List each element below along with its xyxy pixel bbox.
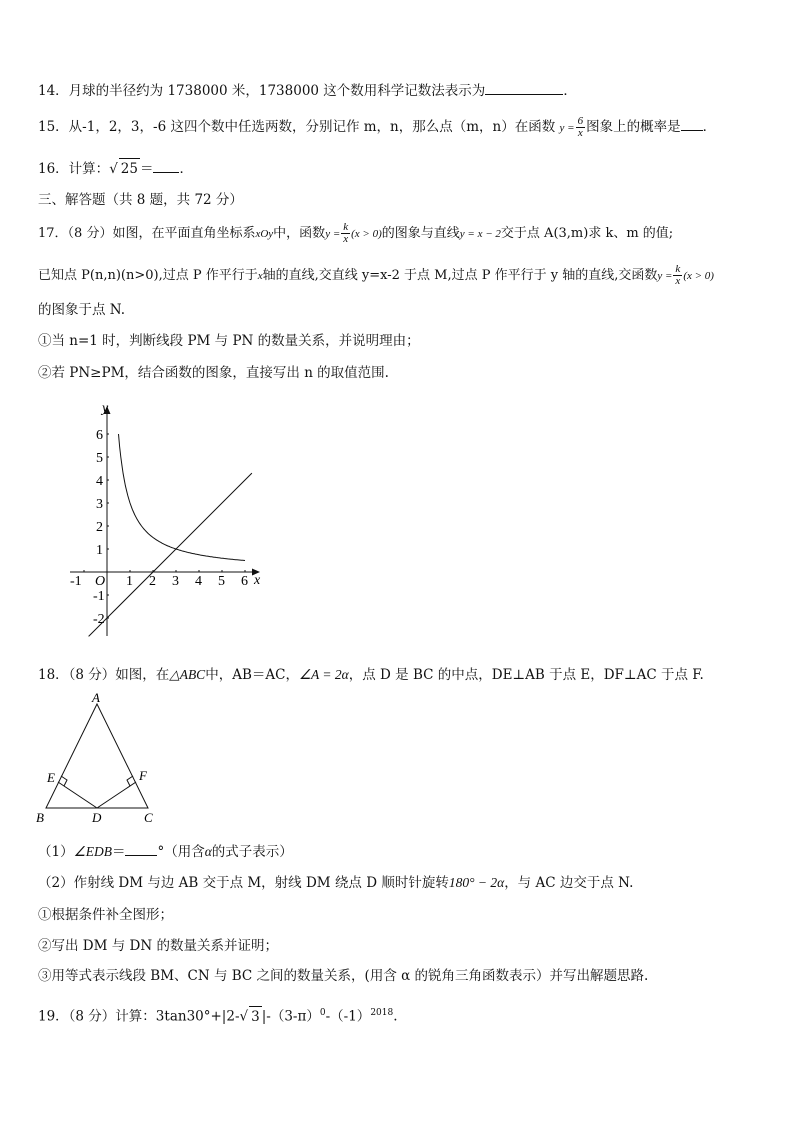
x-tick-label: -1 [70, 574, 82, 589]
question-17-part-2: ②若 PN≥PM，结合函数的图象，直接写出 n 的取值范围. [38, 365, 389, 381]
label-e: E [47, 770, 55, 785]
label-a: A [92, 690, 100, 705]
answer-blank [153, 160, 179, 173]
fraction: $\frac{k}{x}$ [675, 263, 681, 287]
x-tick-label: 1 [126, 574, 133, 589]
label-c: C [144, 810, 153, 825]
question-15: 15．从-1，2，3，-6 这四个数中任选两数，分别记作 m，n，那么点（m，n）在函数 y = $\frac{6}{x}$ 图象上的概率是 ． [38, 115, 717, 139]
question-14: 14．月球的半径约为 1738000 米，1738000 这个数用科学记数法表示为 ． [38, 83, 577, 99]
question-18-part-1: （1）∠EDB＝ °（用含α的式子表示） [38, 844, 293, 860]
straight-line [89, 473, 252, 636]
y-tick-label: 1 [96, 543, 103, 558]
triangle-abc [46, 704, 148, 808]
question-17-part-1: ①当 n=1 时，判断线段 PM 与 PN 的数量关系，并说明理由； [38, 333, 420, 349]
label-f: F [139, 768, 147, 783]
question-18-item-1: ①根据条件补全图形； [38, 907, 173, 923]
hyperbola-curve [119, 434, 246, 561]
answer-blank [485, 82, 563, 95]
y-tick-label: -2 [93, 612, 105, 627]
label-d: D [92, 810, 102, 825]
y-tick-label: 5 [96, 451, 103, 466]
x-tick-label: 6 [241, 574, 248, 589]
x-tick-label: 5 [218, 574, 225, 589]
question-18-part-2: （2）作射线 DM 与边 AB 交于点 M，射线 DM 绕点 D 顺时针旋转180° − 2α，与 AC 边交于点 N. [38, 875, 634, 891]
y-axis-label: y [102, 401, 109, 416]
sqrt-sign: √ [239, 1008, 249, 1025]
question-17-line-3: 的图象于点 N. [38, 302, 126, 318]
y-tick-label: 4 [96, 474, 103, 489]
x-tick-label: 2 [149, 574, 156, 589]
question-18-item-2: ②写出 DM 与 DN 的数量关系并证明； [38, 938, 278, 954]
y-tick-label: 2 [96, 520, 103, 535]
y-tick-label: 6 [96, 428, 103, 443]
label-b: B [36, 810, 44, 825]
fraction: $\frac{k}{x}$ [343, 221, 349, 245]
y-tick-label: 3 [96, 497, 103, 512]
x-axis-label: x [254, 573, 261, 588]
question-16: 16．计算：√ 25 ＝ ． [38, 158, 193, 179]
question-18-line-1: 18．（8 分）如图，在△ABC中，AB＝AC，∠A = 2α，点 D 是 BC 的中点，DE⊥AB 于点 E，DF⊥AC 于点 F. [38, 667, 704, 683]
section-heading: 三、解答题（共 8 题，共 72 分） [38, 192, 243, 208]
question-17-line-1: 17．（8 分）如图，在平面直角坐标系xOy中，函数y = $\frac{k}{x}$ (x > 0)的图象与直线y = x − 2交于点 A(3,m)求 k、m 的值; [38, 221, 674, 245]
question-18-item-3: ③用等式表示线段 BM、CN 与 BC 之间的数量关系，(用含 α 的锐角三角函数表示）并写出解题思路. [38, 968, 649, 984]
fraction: $\frac{6}{x}$ [577, 115, 584, 139]
answer-blank [681, 118, 703, 131]
question-17-line-2: 已知点 P(n,n)(n>0),过点 P 作平行于x轴的直线,交直线 y=x-2 于点 M,过点 P 作平行于 y 轴的直线,交函数y = $\frac{k}{x}$ (x > 0) [38, 263, 714, 287]
x-tick-label: 4 [195, 574, 202, 589]
y-tick-label: -1 [93, 589, 105, 604]
triangle-figure [32, 690, 162, 828]
answer-blank [125, 843, 157, 856]
x-tick-label: 3 [172, 574, 179, 589]
origin-label: O [95, 574, 106, 589]
question-19: 19．（8 分）计算：3tan30°+|2-√ 3 $|-(3-\pi)^0-(-1)^{2018}$. [38, 1003, 398, 1027]
sqrt-sign: √ [109, 161, 118, 177]
function-graph [60, 398, 270, 643]
